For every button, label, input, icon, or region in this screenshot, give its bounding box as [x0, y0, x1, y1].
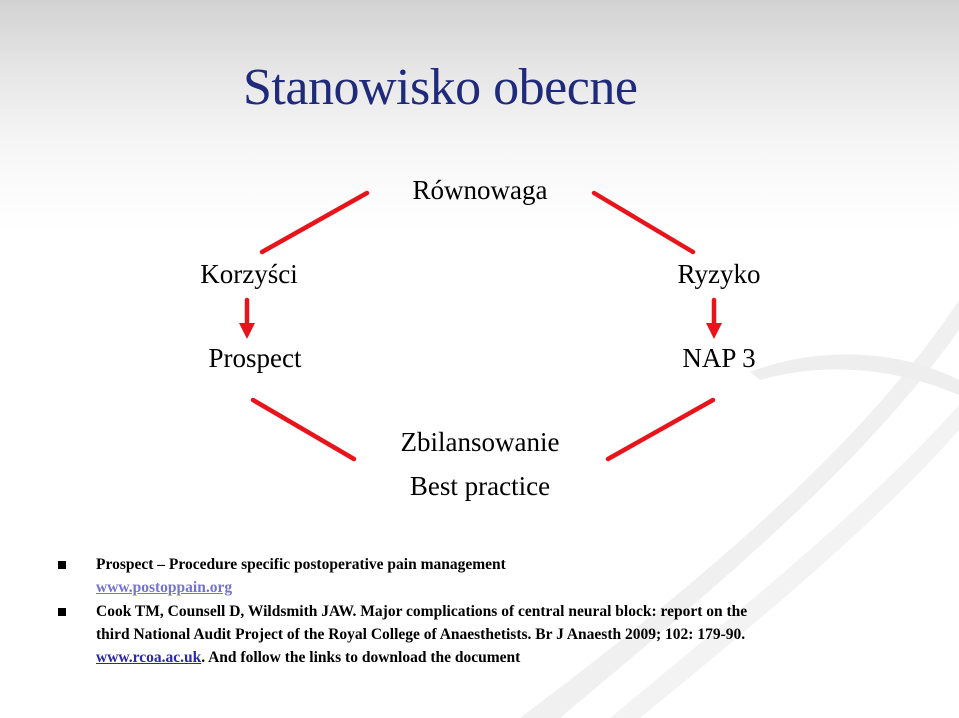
reference-prospect [58, 553, 938, 600]
node-prospect: Prospect [208, 343, 302, 373]
reference-prospect-text: Prospect – Procedure specific postoperative pain management [96, 556, 506, 573]
bullet-square-icon [58, 608, 66, 616]
connector-balance-risk [594, 193, 693, 252]
reference-nap3-line1: Cook TM, Counsell D, Wildsmith JAW. Major complications of central neural block: report on the [96, 602, 748, 620]
node-summary-line1: Zbilansowanie [400, 427, 560, 457]
node-balance: Równowaga [412, 175, 548, 205]
connector-balance-benefits [262, 193, 367, 252]
references [58, 553, 938, 669]
connector-nap3-summary [608, 400, 713, 459]
arrow-head-prospect [239, 323, 255, 339]
node-benefits: Korzyści [200, 259, 298, 289]
reference-nap3-suffix: . And follow the links to download the document [201, 649, 521, 667]
bullet-square-icon [58, 561, 66, 569]
arrow-head-nap3 [706, 323, 722, 339]
connector-prospect-summary [253, 400, 354, 459]
link-postoppain[interactable]: www.postoppain.org [96, 579, 233, 597]
slide-title: Stanowisko obecne [243, 59, 638, 116]
node-nap3: NAP 3 [682, 343, 756, 373]
link-rcoa[interactable]: www.rcoa.ac.uk [96, 649, 202, 667]
reference-nap3 [58, 600, 938, 670]
node-summary-line2: Best practice [409, 471, 551, 501]
reference-nap3-line2: third National Audit Project of the Royal College of Anaesthetists. Br J Anaesth 2009; 102: 179-90. [96, 625, 746, 643]
node-risk: Ryzyko [677, 259, 761, 289]
